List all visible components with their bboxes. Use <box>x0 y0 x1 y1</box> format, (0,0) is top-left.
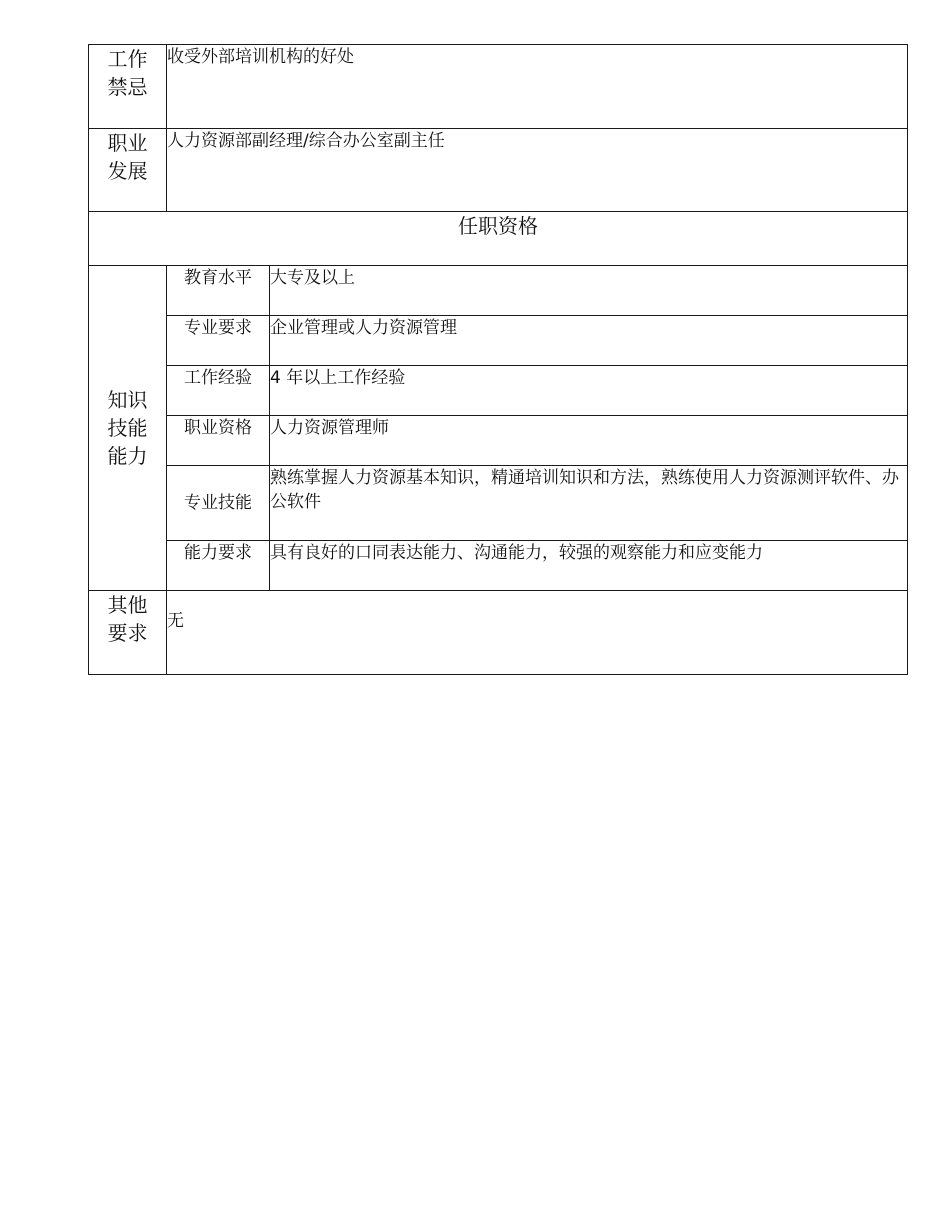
career-development-label: 职业发展 <box>89 129 167 212</box>
work-experience-value: 4 年以上工作经验 <box>270 366 908 416</box>
qualifications-section-title: 任职资格 <box>89 212 908 266</box>
row-career-development <box>89 129 908 212</box>
row-qualifications-title <box>89 212 908 266</box>
major-requirement-label: 专业要求 <box>167 316 270 366</box>
other-requirements-value: 无 <box>167 591 908 675</box>
ability-requirement-value: 具有良好的口同表达能力、沟通能力，较强的观察能力和应变能力 <box>270 541 908 591</box>
table-row <box>89 541 908 591</box>
knowledge-skills-label: 知识技能能力 <box>89 266 167 591</box>
job-description-table <box>88 44 908 675</box>
education-level-value: 大专及以上 <box>270 266 908 316</box>
professional-skills-value: 熟练掌握人力资源基本知识，精通培训知识和方法，熟练使用人力资源测评软件、办公软件 <box>270 466 908 541</box>
table-row <box>89 316 908 366</box>
professional-skills-label: 专业技能 <box>167 466 270 541</box>
career-development-value: 人力资源部副经理/综合办公室副主任 <box>167 129 908 212</box>
table-row <box>89 416 908 466</box>
major-requirement-value: 企业管理或人力资源管理 <box>270 316 908 366</box>
table-row <box>89 466 908 541</box>
professional-qualification-label: 职业资格 <box>167 416 270 466</box>
table-row <box>89 366 908 416</box>
work-taboo-value: 收受外部培训机构的好处 <box>167 45 908 129</box>
education-level-label: 教育水平 <box>167 266 270 316</box>
professional-qualification-value: 人力资源管理师 <box>270 416 908 466</box>
row-other-requirements <box>89 591 908 675</box>
table-row <box>89 266 908 316</box>
work-experience-label: 工作经验 <box>167 366 270 416</box>
work-taboo-label: 工作禁忌 <box>89 45 167 129</box>
ability-requirement-label: 能力要求 <box>167 541 270 591</box>
other-requirements-label: 其他要求 <box>89 591 167 675</box>
row-work-taboo <box>89 45 908 129</box>
